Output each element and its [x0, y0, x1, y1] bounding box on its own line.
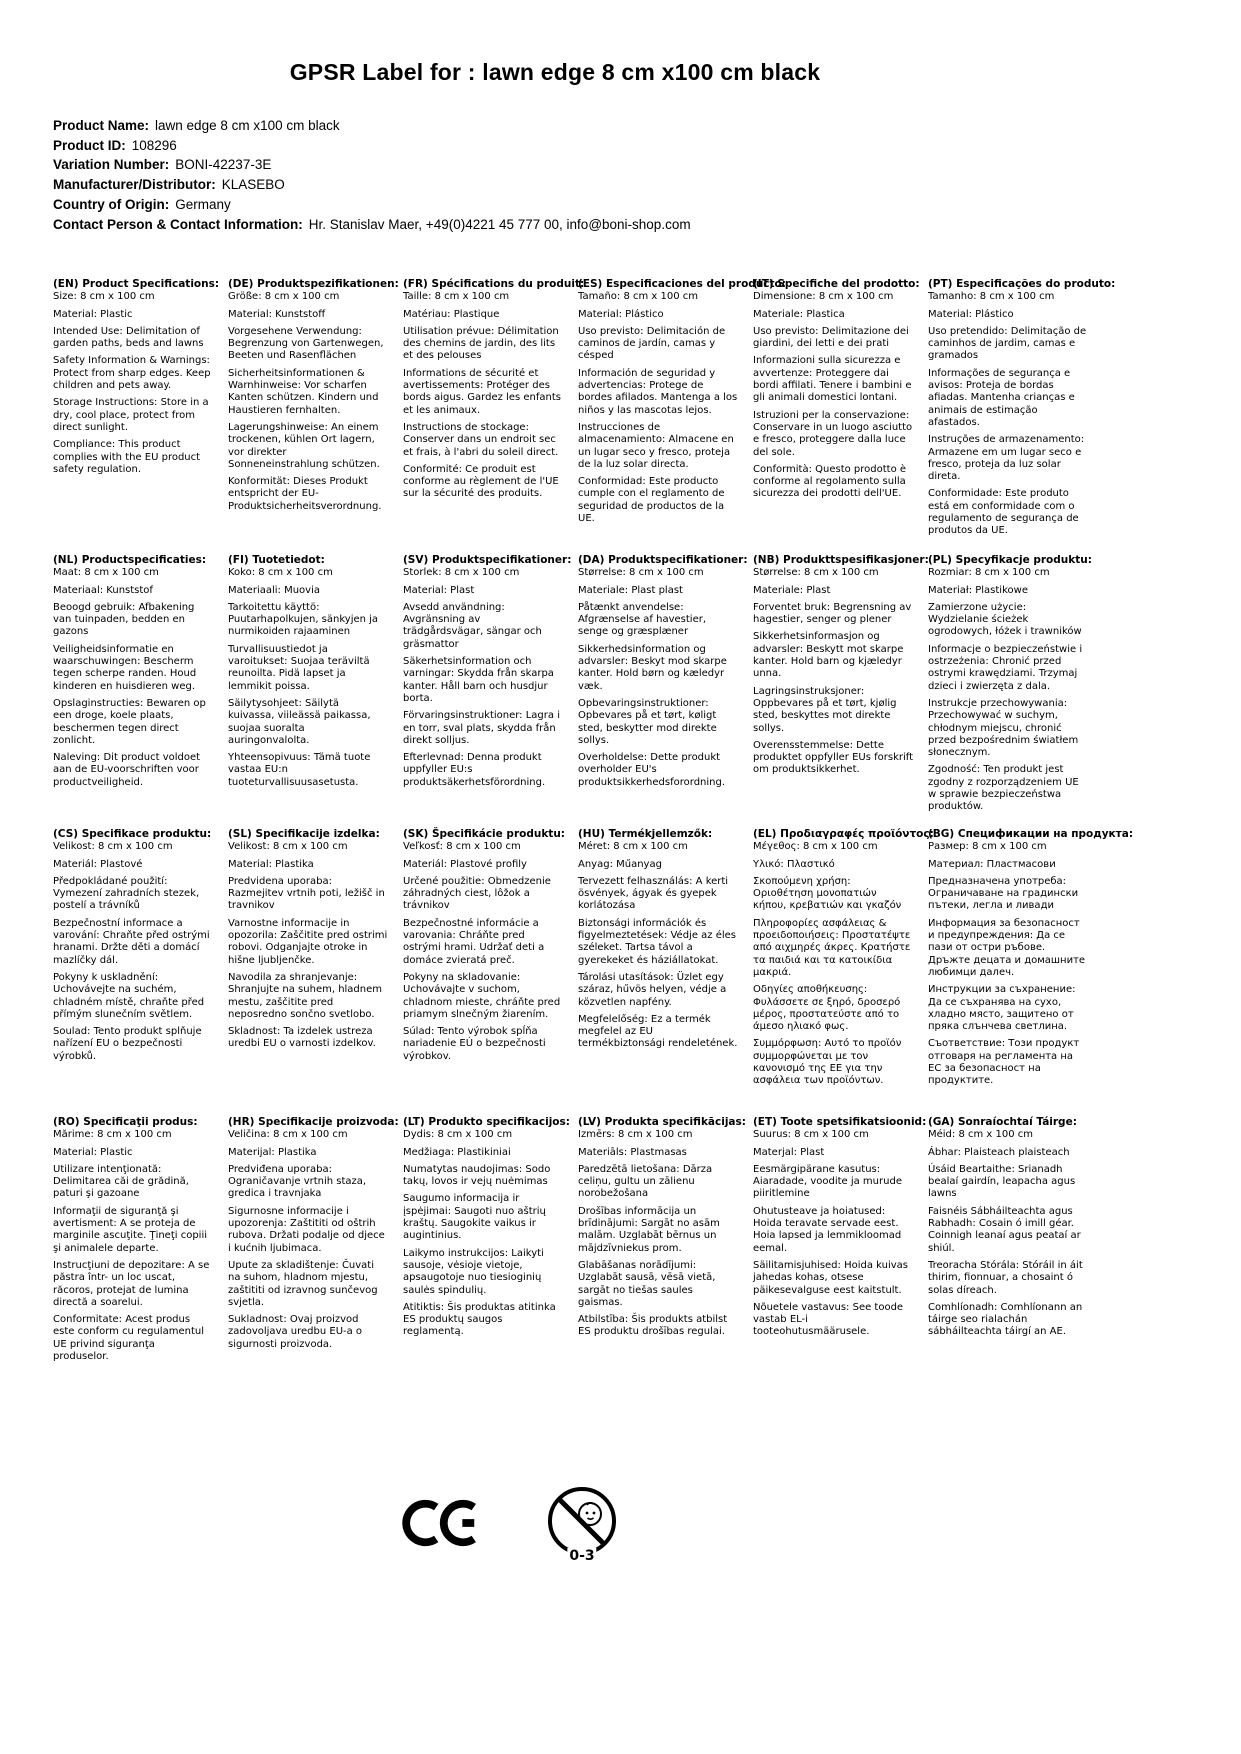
product-info-line — [53, 215, 1153, 235]
spec-paragraph: Materiāls: Plastmasas — [578, 1146, 687, 1158]
spec-paragraph: Informazioni sulla sicurezza e avvertenze: Proteggere dai bordi affilati. Tenere i bambini e gli animali domestici lontani. — [753, 355, 912, 404]
language-block-body — [753, 567, 913, 776]
spec-paragraph: Conformité: Ce produit est conforme au règlement de l'UE sur la sécurité des produits. — [403, 463, 559, 500]
language-block-body — [578, 567, 738, 789]
spec-paragraph: Instrucţiuni de depozitare: A se păstra într- un loc uscat, răcoros, protejat de lumina directă a soarelui. — [53, 1259, 210, 1308]
product-info-label: Manufacturer/Distributor: — [53, 177, 216, 193]
spec-paragraph: Uso pretendido: Delimitação de caminhos de jardim, camas e gramados — [928, 325, 1087, 362]
language-block-title: (SK) Špecifikácie produktu: — [403, 828, 566, 840]
spec-paragraph: Ohutusteave ja hoiatused: Hoida teravate servade eest. Hoia lapsed ja lemmikloomad eemal. — [753, 1205, 902, 1254]
spec-paragraph: Größe: 8 cm x 100 cm — [228, 291, 340, 303]
spec-paragraph: Utilisation prévue: Délimitation des chemins de jardin, des lits et des pelouses — [403, 325, 559, 362]
spec-paragraph: Instructions de stockage: Conserver dans un endroit sec et frais, à l'abri du soleil direct. — [403, 421, 559, 458]
spec-paragraph: Material: Plastic — [53, 1146, 133, 1158]
language-block-en — [53, 278, 220, 554]
language-block-body — [928, 567, 1088, 813]
language-block-title: (DE) Produktspezifikationen: — [228, 278, 399, 290]
spec-paragraph: Informacje o bezpieczeństwie i ostrzeżenia: Chronić przed ostrymi krawędziami. Trzymaj dzieci i zwierzęta z dala. — [928, 643, 1083, 692]
spec-paragraph: Instrucciones de almacenamiento: Almacene en un lugar seco y fresco, proteja de la luz solar directa. — [578, 421, 734, 470]
spec-paragraph: Materiale: Plastica — [753, 308, 845, 320]
spec-paragraph: Pokyny k uskladnění: Uchovávejte na suchém, chladném místě, chraňte před přímým slunečním světlem. — [53, 971, 205, 1020]
spec-paragraph: Lagringsinstruksjoner: Oppbevares på et tørt, kjølig sted, beskyttes mot direkte sollys. — [753, 685, 897, 734]
language-block-ro — [53, 1116, 213, 1368]
language-block-title: (DA) Produktspecifikationer: — [578, 554, 748, 566]
spec-paragraph: Storage Instructions: Store in a dry, cool place, protect from direct sunlight. — [53, 397, 209, 433]
spec-paragraph: Navodila za shranjevanje: Shranjujte na suhem, hladnem mestu, zaščitite pred neposredno sončno svetlobo. — [228, 971, 383, 1020]
language-block-title: (LT) Produkto specifikacijos: — [403, 1116, 570, 1128]
spec-paragraph: Istruzioni per la conservazione: Conservare in un luogo asciutto e fresco, proteggere dalla luce del sole. — [753, 409, 913, 458]
spec-paragraph: Biztonsági információk és figyelmeztetések: Védje az éles széleket. Tartsa távol a gyerekeket és háziállatokat. — [578, 917, 737, 966]
spec-paragraph: Material: Plástico — [578, 308, 664, 320]
spec-paragraph: Informações de segurança e avisos: Proteja de bordas afiadas. Mantenha crianças e animais de estimação afastados. — [928, 367, 1075, 428]
spec-paragraph: Sikkerhedsinformation og advarsler: Beskyt mod skarpe kanter. Hold børn og kæledyr væk. — [578, 643, 727, 692]
language-block-title: (LV) Produkta specifikācijas: — [578, 1116, 746, 1128]
spec-paragraph: Naleving: Dit product voldoet aan de EU-voorschriften voor productveiligheid. — [53, 752, 201, 788]
spec-paragraph: Konformität: Dieses Produkt entspricht der EU-Produktsicherheitsverordnung. — [228, 476, 382, 512]
spec-paragraph: Инструкции за съхранение: Да се съхранява на сухо, хладно място, защитено от пряка слънчева светлина. — [928, 984, 1076, 1033]
language-block-body — [578, 291, 738, 525]
language-block-body — [928, 841, 1088, 1087]
spec-paragraph: Súlad: Tento výrobok spĺňa nariadenie EÚ o bezpečnosti výrobkov. — [403, 1026, 546, 1062]
spec-paragraph: Určené použitie: Obmedzenie záhradných ciest, lôžok a trávnikov — [403, 875, 551, 912]
language-block-title: (PL) Specyfikacje produktu: — [928, 554, 1092, 566]
spec-paragraph: Numatytas naudojimas: Sodo takų, lovos ir vejų nuėmimas — [403, 1163, 551, 1188]
spec-paragraph: Atbilstība: Šis produkts atbilst ES produktu drošības regulai. — [578, 1314, 728, 1338]
language-block-body — [753, 841, 913, 1087]
spec-paragraph: Glabāšanas norādījumi: Uzglabāt sausā, vēsā vietā, sargāt no tiešas saules gaismas. — [578, 1259, 716, 1308]
spec-paragraph: Materiał: Plastikowe — [928, 584, 1028, 596]
language-block-title: (GA) Sonraíochtaí Táirge: — [928, 1116, 1077, 1128]
spec-paragraph: Información de seguridad y advertencias: Protege de bordes afilados. Mantenga a los niños y las mascotas lejos. — [578, 367, 738, 416]
product-info-line — [53, 175, 1153, 195]
spec-paragraph: Velikost: 8 cm x 100 cm — [53, 841, 173, 853]
spec-paragraph: Tárolási utasítások: Üzlet egy száraz, hűvös helyen, védje a közvetlen napfény. — [578, 971, 727, 1008]
language-block-body — [53, 1129, 213, 1363]
spec-paragraph: Størrelse: 8 cm x 100 cm — [753, 567, 879, 579]
spec-paragraph: Dydis: 8 cm x 100 cm — [403, 1129, 513, 1141]
spec-paragraph: Taille: 8 cm x 100 cm — [403, 291, 510, 303]
spec-paragraph: Anyag: Műanyag — [578, 858, 662, 870]
spec-paragraph: Forventet bruk: Begrensning av hagestier, senger og plener — [753, 601, 912, 626]
language-block-title: (CS) Specifikace produktu: — [53, 828, 212, 840]
spec-paragraph: Συμμόρφωση: Αυτό το προϊόν συμμορφώνεται με τον κανονισμό της ΕΕ για την ασφάλεια των προϊόντων. — [753, 1038, 902, 1087]
language-block-cs — [53, 828, 213, 1116]
spec-paragraph: Turvallisuustiedot ja varoitukset: Suojaa teräviltä reunoilta. Pidä lapset ja lemmikit poissa. — [228, 643, 370, 692]
language-block-title: (ET) Toote spetsifikatsioonid: — [753, 1116, 927, 1128]
spec-paragraph: Materiaal: Kunststof — [53, 584, 153, 596]
language-block-body — [403, 291, 563, 500]
spec-paragraph: Förvaringsinstruktioner: Lagra i en torr, sval plats, skydda från direkt solljus. — [403, 710, 560, 746]
spec-paragraph: Yhteensopivuus: Tämä tuote vastaa EU:n tuoteturvallisuusasetusta. — [228, 752, 371, 788]
spec-paragraph: Σκοπούμενη χρήση: Οριοθέτηση μονοπατιών κήπου, κρεβατιών και γκαζόν — [753, 875, 902, 912]
language-block-et — [753, 1116, 927, 1368]
language-block-da — [578, 554, 748, 828]
spec-paragraph: Sikkerhetsinformasjon og advarsler: Beskytt mot skarpe kanter. Hold barn og kjæledyr unna. — [753, 631, 904, 680]
language-block-bg — [928, 828, 1134, 1116]
spec-paragraph: Påtænkt anvendelse: Afgrænselse af havestier, senge og græsplæner — [578, 601, 707, 638]
spec-paragraph: Instrukcje przechowywania: Przechowywać w suchym, chłodnym miejscu, chronić przed bezpośrednim światłem słonecznym. — [928, 697, 1079, 759]
spec-paragraph: Rozmiar: 8 cm x 100 cm — [928, 567, 1050, 579]
spec-paragraph: Säilitamisjuhised: Hoida kuivas jahedas kohas, otsese päikesevalguse eest kaitstult. — [753, 1259, 909, 1296]
spec-paragraph: Laikymo instrukcijos: Laikyti sausoje, vėsioje vietoje, apsaugotoje nuo tiesioginių saulės spindulių. — [403, 1247, 544, 1296]
spec-paragraph: Conformità: Questo prodotto è conforme al regolamento sulla sicurezza dei prodotti dell'UE. — [753, 463, 907, 500]
language-block-title: (IT) Specifiche del prodotto: — [753, 278, 920, 290]
spec-paragraph: Vorgesehene Verwendung: Begrenzung von Gartenwegen, Beeten und Rasenflächen — [228, 325, 384, 362]
spec-paragraph: Πληροφορίες ασφάλειας & προειδοποιήσεις: Προστατέψτε από αιχμηρές άκρες. Κρατήστε τα παιδιά και τα κατοικίδια μακριά. — [753, 917, 911, 978]
language-block-title: (SV) Produktspecifikationer: — [403, 554, 572, 566]
product-info-line — [53, 195, 1153, 215]
product-info-label: Product Name: — [53, 118, 150, 133]
language-block-body — [228, 1129, 388, 1351]
spec-paragraph: Instruções de armazenamento: Armazene em um lugar seco e fresco, proteja da luz solar direta. — [928, 434, 1085, 483]
language-block-nb — [753, 554, 929, 828]
spec-paragraph: Informaţii de siguranţă şi avertisment: A se proteja de marginile ascuţite. Ţineţi copiii şi animalele departe. — [53, 1205, 208, 1254]
spec-paragraph: Atitiktis: Šis produktas atitinka ES produktų saugos reglamentą. — [403, 1301, 556, 1338]
language-block-title: (EN) Product Specifications: — [53, 278, 220, 290]
spec-paragraph: Materiale: Plast plast — [578, 584, 683, 596]
spec-paragraph: Tamaño: 8 cm x 100 cm — [578, 291, 699, 303]
spec-paragraph: Lagerungshinweise: An einem trockenen, kühlen Ort lagern, vor direkter Sonneneinstrahlung schützen. — [228, 421, 380, 470]
spec-paragraph: Materiaali: Muovia — [228, 584, 320, 596]
spec-paragraph: Medžiaga: Plastikiniai — [403, 1146, 511, 1158]
spec-paragraph: Sukladnost: Ovaj proizvod zadovoljava uredbu EU-a o sigurnosti proizvoda. — [228, 1314, 363, 1350]
language-block-title: (HU) Termékjellemzők: — [578, 828, 713, 840]
language-block-de — [228, 278, 399, 554]
language-block-fi — [228, 554, 388, 828]
spec-paragraph: Upute za skladištenje: Čuvati na suhom, hladnom mjestu, zaštititi od izravnog sunčevog svjetla. — [228, 1259, 378, 1308]
language-block-lv — [578, 1116, 746, 1368]
language-block-body — [228, 567, 388, 789]
language-block-lt — [403, 1116, 570, 1368]
language-block-body — [53, 567, 213, 789]
language-block-title: (ES) Especificaciones del producto: — [578, 278, 786, 290]
spec-paragraph: Beoogd gebruik: Afbakening van tuinpaden, bedden en gazons — [53, 601, 195, 638]
spec-paragraph: Sicherheitsinformationen & Warnhinweise: Vor scharfen Kanten schützen. Kindern und Haustieren fernhalten. — [228, 367, 379, 416]
language-block-es — [578, 278, 786, 554]
language-grid — [53, 278, 1193, 1368]
spec-paragraph: Materijal: Plastika — [228, 1146, 317, 1158]
language-block-title: (HR) Specifikacije proizvoda: — [228, 1116, 399, 1128]
language-block-it — [753, 278, 920, 554]
product-info-label: Contact Person & Contact Information: — [53, 216, 303, 232]
spec-paragraph: Izmērs: 8 cm x 100 cm — [578, 1129, 693, 1141]
spec-paragraph: Paredzētā lietošana: Dārza celiņu, gultu un zālienu norobežošana — [578, 1163, 713, 1200]
spec-paragraph: Materiál: Plastové — [53, 858, 143, 870]
spec-paragraph: Pokyny na skladovanie: Uchovávajte v suchom, chladnom mieste, chráňte pred priamym slnečným žiarením. — [403, 971, 561, 1020]
spec-paragraph: Maat: 8 cm x 100 cm — [53, 567, 159, 579]
language-block-el — [753, 828, 934, 1116]
spec-paragraph: Skladnost: Ta izdelek ustreza uredbi EU o varnosti izdelkov. — [228, 1026, 376, 1050]
language-block-pt — [928, 278, 1116, 554]
spec-paragraph: Utilizare intenţionată: Delimitarea căi de grădină, paturi şi gazoane — [53, 1163, 189, 1200]
language-block-title: (FI) Tuotetiedot: — [228, 554, 325, 566]
spec-paragraph: Material: Kunststoff — [228, 308, 326, 320]
spec-paragraph: Megfelelőség: Ez a termék megfelel az EU termékbiztonsági rendeletének. — [578, 1013, 738, 1050]
spec-paragraph: Avsedd användning: Avgränsning av trädgårdsvägar, sängar och gräsmattor — [403, 601, 542, 650]
spec-paragraph: Информация за безопасност и предупреждения: Да се пази от остри ръбове. Дръжте децата и домашните любимци далеч. — [928, 917, 1086, 978]
age-warning-label: 0-3 — [569, 1548, 595, 1564]
language-block-title: (NB) Produkttspesifikasjoner: — [753, 554, 929, 566]
language-block-body — [228, 841, 388, 1050]
spec-paragraph: Drošības informācija un brīdinājumi: Sargāt no asām malām. Uzglabāt bērnus un mājdzīvniekus prom. — [578, 1205, 720, 1254]
spec-paragraph: Материал: Пластмасови — [928, 858, 1056, 870]
language-block-title: (EL) Προδιαγραφές προϊόντος: — [753, 828, 934, 840]
spec-paragraph: Opslaginstructies: Bewaren op een droge, koele plaats, beschermen tegen direct zonlicht. — [53, 697, 206, 746]
language-block-body — [53, 291, 213, 476]
spec-paragraph: Ábhar: Plaisteach plaisteach — [928, 1146, 1070, 1158]
spec-paragraph: Materjal: Plast — [753, 1146, 825, 1158]
language-block-body — [403, 1129, 563, 1338]
spec-paragraph: Bezpečnostní informace a varování: Chraňte před ostrými hranami. Držte děti a domácí mazlíčky dál. — [53, 917, 210, 966]
spec-paragraph: Dimensione: 8 cm x 100 cm — [753, 291, 894, 303]
spec-paragraph: Méret: 8 cm x 100 cm — [578, 841, 688, 853]
spec-paragraph: Zgodność: Ten produkt jest zgodny z rozporządzeniem UE w sprawie bezpieczeństwa produktów. — [928, 764, 1079, 813]
spec-paragraph: Conformitate: Acest produs este conform cu regulamentul UE privind siguranţa produselor. — [53, 1314, 204, 1363]
spec-paragraph: Μέγεθος: 8 cm x 100 cm — [753, 841, 878, 853]
product-info-label: Variation Number: — [53, 157, 170, 173]
language-block-sl — [228, 828, 388, 1116]
spec-paragraph: Materiale: Plast — [753, 584, 831, 596]
spec-paragraph: Οδηγίες αποθήκευσης: Φυλάσσετε σε ξηρό, δροσερό μέρος, προστατεύστε από το άμεσο ηλιακό φως. — [753, 984, 901, 1033]
spec-paragraph: Съответствие: Този продукт отговаря на регламента на ЕС за безопасност на продуктите. — [928, 1038, 1080, 1087]
product-info-value: KLASEBO — [221, 177, 285, 193]
spec-paragraph: Предназначена употреба: Ограничаване на градински пътеки, легла и ливади — [928, 875, 1079, 912]
language-block-title: (RO) Specificaţii produs: — [53, 1116, 198, 1128]
spec-paragraph: Nõuetele vastavus: See toode vastab EL-i tooteohutusmäärusele. — [753, 1301, 904, 1338]
spec-paragraph: Conformidade: Este produto está em conformidade com o regulamento de segurança de produtos da UE. — [928, 488, 1079, 537]
spec-paragraph: Uso previsto: Delimitación de caminos de jardín, camas y césped — [578, 325, 726, 362]
language-block-body — [403, 841, 563, 1063]
spec-paragraph: Overensstemmelse: Dette produktet oppfyller EUs forskrift om produktsikkerhet. — [753, 739, 914, 776]
language-block-title: (SL) Specifikacije izdelka: — [228, 828, 380, 840]
spec-paragraph: Materiál: Plastové profily — [403, 858, 527, 870]
language-block-ga — [928, 1116, 1088, 1368]
product-info-label: Product ID: — [53, 137, 126, 153]
spec-paragraph: Eesmärgipärane kasutus: Aiaradade, voodite ja murude piiritlemine — [753, 1163, 902, 1200]
spec-paragraph: Předpokládané použití: Vymezení zahradních stezek, postelí a trávníků — [53, 875, 200, 912]
product-info-line — [53, 136, 1153, 156]
language-block-hu — [578, 828, 738, 1116]
spec-paragraph: Mărime: 8 cm x 100 cm — [53, 1129, 172, 1141]
spec-paragraph: Bezpečnostné informácie a varovania: Chráňte pred ostrými hrami. Udržať deti a domáce zvieratá preč. — [403, 917, 545, 966]
product-info-value: Hr. Stanislav Maer, +49(0)4221 45 777 00, info@boni-shop.com — [308, 216, 691, 232]
spec-paragraph: Faisnéis Sábháilteachta agus Rabhadh: Cosain ó imill géar. Coinnigh leanaí agus peataí ar shiúl. — [928, 1205, 1081, 1254]
spec-paragraph: Intended Use: Delimitation of garden paths, beds and lawns — [53, 325, 204, 350]
spec-paragraph: Méid: 8 cm x 100 cm — [928, 1129, 1034, 1141]
language-block-sk — [403, 828, 566, 1116]
product-info-line — [53, 116, 1153, 136]
language-block-body — [928, 291, 1088, 537]
spec-paragraph: Uso previsto: Delimitazione dei giardini, dei letti e dei prati — [753, 325, 909, 350]
spec-paragraph: Sigurnosne informacije i upozorenja: Zaštititi od oštrih rubova. Držati podalje od djece i kućnih ljubimaca. — [228, 1205, 385, 1254]
language-block-body — [53, 841, 213, 1063]
language-block-nl — [53, 554, 213, 828]
spec-paragraph: Размер: 8 cm x 100 cm — [928, 841, 1047, 853]
spec-paragraph: Veiligheidsinformatie en waarschuwingen: Bescherm tegen scherpe randen. Houd kinderen en huisdieren weg. — [53, 643, 197, 692]
language-block-pl — [928, 554, 1092, 828]
spec-paragraph: Soulad: Tento produkt splňuje nařízení EU o bezpečnosti výrobků. — [53, 1026, 202, 1062]
spec-paragraph: Material: Plast — [403, 584, 475, 596]
age-warning-0-3-icon — [543, 1484, 621, 1562]
language-block-hr — [228, 1116, 399, 1368]
spec-paragraph: Opbevaringsinstruktioner: Opbevares på et tørt, køligt sted, beskytter mod direkte sollys. — [578, 697, 717, 746]
spec-paragraph: Velikost: 8 cm x 100 cm — [228, 841, 348, 853]
product-info-label: Country of Origin: — [53, 196, 170, 212]
product-info-value: BONI-42237-3E — [175, 157, 272, 173]
compliance-symbols — [400, 1484, 621, 1562]
language-block-body — [753, 291, 913, 500]
spec-paragraph: Varnostne informacije in opozorila: Zaščitite pred ostrimi robovi. Odganjajte otroke in hišne ljubljenčke. — [228, 917, 388, 966]
spec-paragraph: Saugumo informacija ir įspėjimai: Saugoti nuo aštrių kraštų. Saugokite vaikus ir augintinius. — [403, 1193, 546, 1242]
spec-paragraph: Compliance: This product complies with the EU product safety regulation. — [53, 439, 201, 475]
product-info-value: 108296 — [131, 137, 177, 153]
product-info-value: lawn edge 8 cm x100 cm black — [155, 118, 340, 133]
spec-paragraph: Storlek: 8 cm x 100 cm — [403, 567, 520, 579]
spec-paragraph: Størrelse: 8 cm x 100 cm — [578, 567, 704, 579]
spec-paragraph: Suurus: 8 cm x 100 cm — [753, 1129, 869, 1141]
product-info-value: Germany — [175, 196, 231, 212]
spec-paragraph: Material: Plástico — [928, 308, 1014, 320]
product-info-line — [53, 155, 1153, 175]
spec-paragraph: Informations de sécurité et avertissements: Protéger des bords aigus. Gardez les enfants et les animaux. — [403, 367, 561, 416]
ce-mark-icon — [400, 1494, 488, 1552]
spec-paragraph: Material: Plastic — [53, 308, 133, 320]
language-block-title: (BG) Спецификации на продукта: — [928, 828, 1134, 840]
spec-paragraph: Υλικό: Πλαστικό — [753, 858, 835, 870]
language-block-title: (NL) Productspecificaties: — [53, 554, 207, 566]
spec-paragraph: Tamanho: 8 cm x 100 cm — [928, 291, 1055, 303]
spec-paragraph: Predvidena uporaba: Razmejitev vrtnih poti, ležišč in travnikov — [228, 875, 385, 912]
language-block-body — [753, 1129, 913, 1338]
spec-paragraph: Conformidad: Este producto cumple con el reglamento de seguridad de productos de la UE. — [578, 476, 725, 525]
spec-paragraph: Comhlíonadh: Comhlíonann an táirge seo rialachán sábháilteachta táirgí an AE. — [928, 1301, 1083, 1338]
page-title: GPSR Label for : lawn edge 8 cm x100 cm black — [289, 59, 821, 86]
spec-paragraph: Tarkoitettu käyttö: Puutarhapolkujen, sänkyjen ja nurmikoiden rajaaminen — [228, 601, 379, 638]
spec-paragraph: Efterlevnad: Denna produkt uppfyller EU:s produktsäkerhetsförordning. — [403, 752, 546, 788]
language-block-title: (FR) Spécifications du produit: — [403, 278, 585, 290]
language-block-body — [578, 1129, 738, 1338]
spec-paragraph: Size: 8 cm x 100 cm — [53, 291, 155, 303]
spec-paragraph: Safety Information & Warnings: Protect from sharp edges. Keep children and pets away. — [53, 355, 211, 392]
spec-paragraph: Predviđena uporaba: Ograničavanje vrtnih staza, gredica i travnjaka — [228, 1163, 367, 1200]
spec-paragraph: Úsáid Beartaithe: Srianadh bealaí gairdín, leapacha agus lawns — [928, 1163, 1076, 1200]
spec-paragraph: Säkerhetsinformation och varningar: Skydda från skarpa kanter. Håll barn och husdjur borta. — [403, 656, 554, 704]
spec-paragraph: Material: Plastika — [228, 858, 314, 870]
spec-paragraph: Matériau: Plastique — [403, 308, 500, 320]
spec-paragraph: Säilytysohjeet: Säilytä kuivassa, viileässä paikassa, suojaa suoralta auringonvalolta. — [228, 697, 371, 746]
language-block-body — [578, 841, 738, 1050]
spec-paragraph: Koko: 8 cm x 100 cm — [228, 567, 333, 579]
spec-paragraph: Veličina: 8 cm x 100 cm — [228, 1129, 348, 1141]
product-info — [53, 116, 1153, 234]
language-block-body — [928, 1129, 1088, 1338]
spec-paragraph: Treoracha Stórála: Stóráil in áit thirim, fionnuar, a chosaint ó solas díreach. — [928, 1259, 1083, 1296]
language-block-sv — [403, 554, 572, 828]
language-block-title: (PT) Especificações do produto: — [928, 278, 1116, 290]
language-block-fr — [403, 278, 585, 554]
spec-paragraph: Tervezett felhasználás: A kerti ösvények, ágyak és gyepek korlátozása — [578, 875, 729, 912]
spec-paragraph: Zamierzone użycie: Wydzielanie ścieżek ogrodowych, łóżek i trawników — [928, 601, 1082, 638]
language-block-body — [403, 567, 563, 789]
spec-paragraph: Veľkosť: 8 cm x 100 cm — [403, 841, 521, 853]
language-block-body — [228, 291, 388, 513]
spec-paragraph: Overholdelse: Dette produkt overholder EU's produktsikkerhedsforordning. — [578, 752, 726, 788]
